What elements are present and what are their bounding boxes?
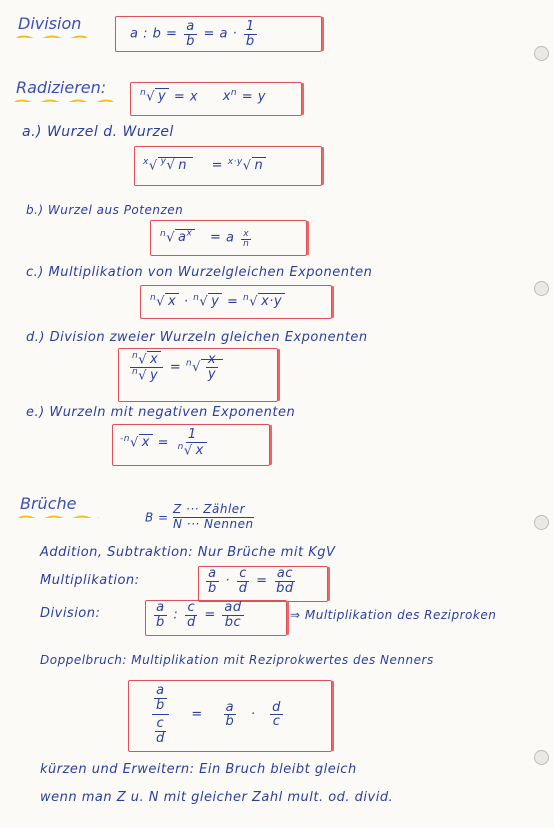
radizieren-heading: Radizieren: — [16, 78, 107, 97]
root-result: = x — [173, 89, 199, 105]
denominator: d — [156, 730, 165, 746]
fraction — [185, 601, 198, 629]
brueche-underline — [18, 515, 100, 518]
doppelbruch-label: Doppelbruch: Multiplikation mit Reziprokwertes des Nenners — [40, 653, 434, 667]
section-b-label: b.) Wurzel aus Potenzen — [26, 203, 184, 217]
equals-sign: = — [157, 435, 169, 451]
denominator: b — [245, 33, 255, 49]
numerator: a — [208, 566, 217, 581]
multiply-dot: · — [225, 573, 231, 589]
root-index: n — [140, 88, 147, 98]
inner-root-index: y — [160, 157, 167, 167]
numerator-text: ··· Zähler — [186, 502, 246, 516]
fraction — [237, 567, 250, 595]
root-index: n — [243, 293, 250, 303]
numerator: a — [156, 683, 165, 698]
root-fraction: $\frac{^n√ x}{^n√ y}$ — [130, 352, 163, 383]
denominator-text: ··· Nennen — [186, 516, 254, 531]
section-e-formula: $^{-n}$√ x = $\frac{1}{^n√ x}$ — [120, 428, 211, 458]
power-exponent: x — [186, 229, 193, 239]
numerator: x — [243, 229, 250, 239]
root-index: n — [132, 351, 139, 361]
denominator: b — [186, 33, 195, 49]
radicand-fraction — [206, 353, 218, 381]
section-c-label: c.) Multiplikation von Wurzelgleichen Exponenten — [26, 265, 373, 280]
radicand: x — [139, 434, 153, 450]
negative-root-index: -n — [120, 433, 130, 444]
power-base: a — [178, 230, 187, 246]
doppelbruch-formula — [148, 684, 285, 746]
numerator: c — [156, 716, 165, 732]
combined-root-index: x·y — [227, 157, 243, 167]
fraction — [244, 20, 257, 48]
denominator: bc — [224, 614, 242, 630]
numerator: x — [207, 352, 217, 368]
radicand: y — [155, 88, 169, 104]
equals-sign: = — [211, 158, 224, 174]
radizieren-formula: $^n$√ y = x $x^n = y$ — [140, 88, 266, 105]
denominator: bd — [276, 580, 294, 596]
numerator: ac — [276, 566, 293, 581]
denominator: c — [272, 714, 281, 730]
fraction — [274, 567, 296, 595]
radicand: x — [147, 351, 161, 367]
equals-sign: = — [166, 26, 178, 42]
equals-sign: = — [204, 607, 216, 623]
equals-sign: = — [191, 707, 203, 723]
division-formula — [130, 20, 259, 48]
fraction — [154, 601, 167, 629]
numerator: d — [272, 699, 281, 715]
radizieren-underline — [14, 99, 116, 102]
binder-hole — [534, 515, 549, 530]
binder-hole — [534, 46, 549, 61]
power-base: x — [222, 89, 231, 105]
numerator: c — [187, 600, 196, 615]
brueche-definition — [145, 503, 254, 532]
root-index: n — [177, 441, 184, 452]
fraction — [222, 601, 243, 629]
reziprok-note: ⇒ Multiplikation des Reziproken — [290, 608, 497, 622]
equals-sign: = — [256, 573, 268, 589]
binder-hole — [534, 750, 549, 765]
radicand: y — [147, 367, 161, 383]
equals-sign: = — [227, 294, 239, 310]
binder-hole — [534, 281, 549, 296]
section-a-label: a.) Wurzel d. Wurzel — [22, 124, 174, 140]
denominator: d — [186, 614, 196, 630]
numerator-symbol: Z — [172, 502, 182, 516]
multiplikation-label: Multiplikation: — [40, 573, 140, 588]
lower-fraction — [152, 715, 169, 745]
power-exponent: n — [230, 88, 238, 98]
radicand: n — [175, 157, 190, 173]
denominator: n — [243, 239, 250, 250]
brueche-heading: Brüche — [20, 494, 77, 513]
upper-fraction — [152, 684, 169, 715]
radicand-rhs: n — [252, 157, 267, 173]
root-index: n — [193, 293, 200, 303]
root-index: n — [132, 366, 139, 377]
multiply-dot: · — [250, 707, 256, 723]
bruch-division-label: Division: — [40, 606, 101, 621]
kuerzen-line-2: wenn man Z u. N mit gleicher Zahl mult. od. divid. — [40, 790, 394, 805]
denominator: b — [156, 697, 165, 713]
numerator: a — [225, 699, 235, 715]
radicand: y — [208, 293, 222, 309]
factor-a: a · — [219, 26, 238, 42]
double-fraction — [150, 684, 171, 746]
denominator: b — [225, 714, 235, 730]
numerator: 1 — [245, 19, 255, 34]
rhs-base: a — [226, 230, 235, 246]
section-d-formula: $\frac{^n√ x}{^n√ y}$ = $^n$√ $\frac{x}{y}$ — [128, 352, 223, 383]
denominator: b — [156, 614, 165, 630]
equals-sign: = — [203, 26, 215, 42]
fraction — [184, 20, 197, 48]
numerator: ad — [224, 600, 242, 615]
radicand: x·y — [258, 293, 285, 309]
fraction: $\frac{1}{^n√ x}$ — [176, 428, 209, 458]
kuerzen-line-1: kürzen und Erweitern: Ein Bruch bleibt gleich — [40, 762, 357, 777]
multiplikation-formula — [204, 567, 298, 595]
denominator: y — [207, 366, 217, 382]
section-e-label: e.) Wurzeln mit negativen Exponenten — [26, 405, 296, 420]
numerator: a — [156, 600, 165, 615]
definition-b: B = — [145, 510, 169, 525]
power-result: = y — [241, 89, 266, 105]
equals-sign: = — [169, 359, 182, 375]
outer-root-index: x — [143, 157, 149, 167]
division-heading: Division — [18, 14, 82, 33]
fraction — [270, 701, 283, 729]
numerator: a — [186, 19, 195, 34]
section-b-formula: $^n$√ $a^x = a$ $\frac{x}{n}$ — [160, 229, 250, 250]
division-lhs: a : b — [130, 26, 162, 42]
division-underline — [16, 35, 88, 38]
numerator: c — [239, 566, 247, 581]
multiply-dot: · — [183, 294, 189, 310]
fraction — [223, 701, 236, 729]
denominator: d — [238, 580, 248, 596]
denominator-symbol: N — [172, 516, 183, 531]
bruch-division-formula — [152, 601, 246, 629]
denominator: b — [208, 580, 217, 596]
section-d-label: d.) Division zweier Wurzeln gleichen Exponenten — [26, 330, 368, 345]
equals-sign: = — [209, 230, 222, 246]
root-index: n — [150, 293, 157, 303]
section-a-formula: $^x$√ $^y$√ n = $^{x\cdot y}$√ n — [143, 157, 266, 173]
section-c-formula: $^n$√ x · $^n$√ y = $^n$√ x·y — [150, 293, 285, 309]
fraction — [206, 567, 219, 595]
root-index: n — [185, 358, 193, 369]
radicand: x — [193, 442, 207, 458]
numerator: 1 — [187, 427, 197, 442]
addition-rule: Addition, Subtraktion: Nur Brüche mit KgV — [40, 545, 336, 560]
radicand: x — [165, 293, 179, 309]
rhs-exponent-fraction — [241, 230, 251, 250]
divide-colon: : — [173, 607, 179, 623]
root-index: n — [160, 229, 167, 239]
